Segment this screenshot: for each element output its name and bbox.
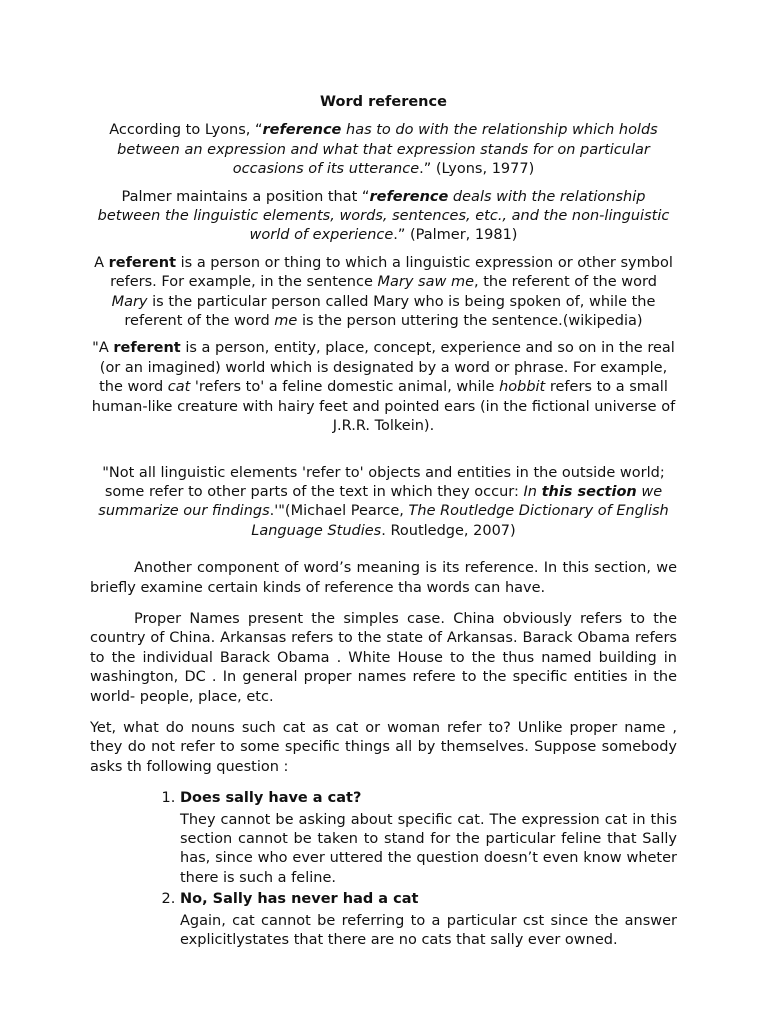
referent-definition-paragraph bbox=[90, 254, 677, 332]
list-explanation: They cannot be asking about specific cat. The expression cat in this section cannot be taken to stand for the particular feline that Sally has, since who ever uttered the question doesn’t even know wheter there is such a feline. bbox=[180, 811, 677, 886]
italic-example: cat bbox=[167, 379, 191, 396]
list-question: Does sally have a cat? bbox=[180, 790, 362, 807]
pearce-quote-paragraph bbox=[90, 464, 677, 542]
bold-term: this section bbox=[541, 483, 637, 500]
book-title: The Routledge Dictionary of English Language Studies bbox=[251, 503, 669, 539]
text-run: 'refers to' a feline domestic animal, while bbox=[190, 379, 500, 396]
lyons-paragraph bbox=[90, 121, 677, 179]
text-run: refers to a small human-like creature with hairy feet and pointed ears (in the fictional universe of J.R.R. Tolkein). bbox=[91, 379, 676, 435]
question-list bbox=[90, 789, 677, 950]
referent-quote-paragraph bbox=[90, 339, 677, 436]
component-paragraph: Another component of word’s meaning is its reference. In this section, we briefly examine certain kinds of reference tha words can have. bbox=[90, 560, 677, 596]
text-run: is the person uttering the sentence.(wikipedia) bbox=[297, 313, 643, 330]
citation: .” (Lyons, 1977) bbox=[419, 161, 535, 178]
list-item bbox=[180, 890, 677, 950]
text-run: is a person or thing to which a linguistic expression or other symbol refers. For example, in the sentence bbox=[110, 254, 673, 291]
text-run: is the particular person called Mary who is being spoken of, while the referent of the word bbox=[124, 293, 656, 330]
italic-example: me bbox=[274, 313, 298, 330]
document-body bbox=[90, 93, 677, 952]
italic-example: In bbox=[523, 483, 542, 500]
italic-quote: deals with the relationship between the linguistic elements, words, sentences, etc., and the non-linguistic world of experience bbox=[97, 188, 670, 244]
nouns-paragraph: Yet, what do nouns such cat as cat or woman refer to? Unlike proper name , they do not refer to some specific things all by themselves. Suppose somebody asks th following question : bbox=[90, 719, 677, 775]
italic-example: hobbit bbox=[499, 379, 546, 396]
text-run: "Not all linguistic elements 'refer to' objects and entities in the outside world; some refer to other parts of the text in which they occur: bbox=[102, 464, 665, 500]
proper-names-paragraph: Proper Names present the simples case. China obviously refers to the country of China. Arkansas refers to the state of Arkansas. Barack Obama refers to the individual Barack Obama . White House to the thus named building in washington, DC . In general proper names refere to the specific entities in the world- people, place, etc. bbox=[90, 610, 677, 705]
text-run: is a person, entity, place, concept, experience and so on in the real (or an imagined) world which is designated by a word or phrase. For example, the word bbox=[99, 340, 675, 396]
bold-term: reference bbox=[262, 122, 342, 139]
bold-term: referent bbox=[108, 254, 177, 271]
document-title: Word reference bbox=[320, 94, 447, 110]
text-run: A bbox=[94, 254, 109, 271]
citation: . Routledge, 2007) bbox=[381, 522, 516, 539]
italic-example: we summarize our findings bbox=[98, 483, 663, 520]
text-run: , the referent of the word bbox=[474, 274, 657, 291]
list-explanation: Again, cat cannot be referring to a particular cst since the answer explicitlystates that there are no cats that sally ever owned. bbox=[180, 912, 677, 949]
italic-example: Mary bbox=[111, 293, 148, 310]
text-run: According to Lyons, “ bbox=[109, 122, 263, 139]
text-run: Palmer maintains a position that “ bbox=[121, 188, 370, 205]
text-run: "A bbox=[92, 340, 114, 357]
list-question: No, Sally has never had a cat bbox=[180, 891, 419, 908]
italic-example: Mary saw me bbox=[377, 274, 475, 291]
italic-quote: has to do with the relationship which holds between an expression and what that expression stands for on particular occasions of its utterance bbox=[117, 122, 658, 178]
text-run: .'"(Michael Pearce, bbox=[269, 503, 409, 520]
citation: .” (Palmer, 1981) bbox=[393, 227, 518, 244]
bold-term: reference bbox=[369, 188, 449, 205]
bold-term: referent bbox=[113, 340, 181, 357]
palmer-paragraph bbox=[90, 188, 677, 246]
list-item bbox=[180, 789, 677, 888]
blank-line bbox=[90, 445, 677, 464]
